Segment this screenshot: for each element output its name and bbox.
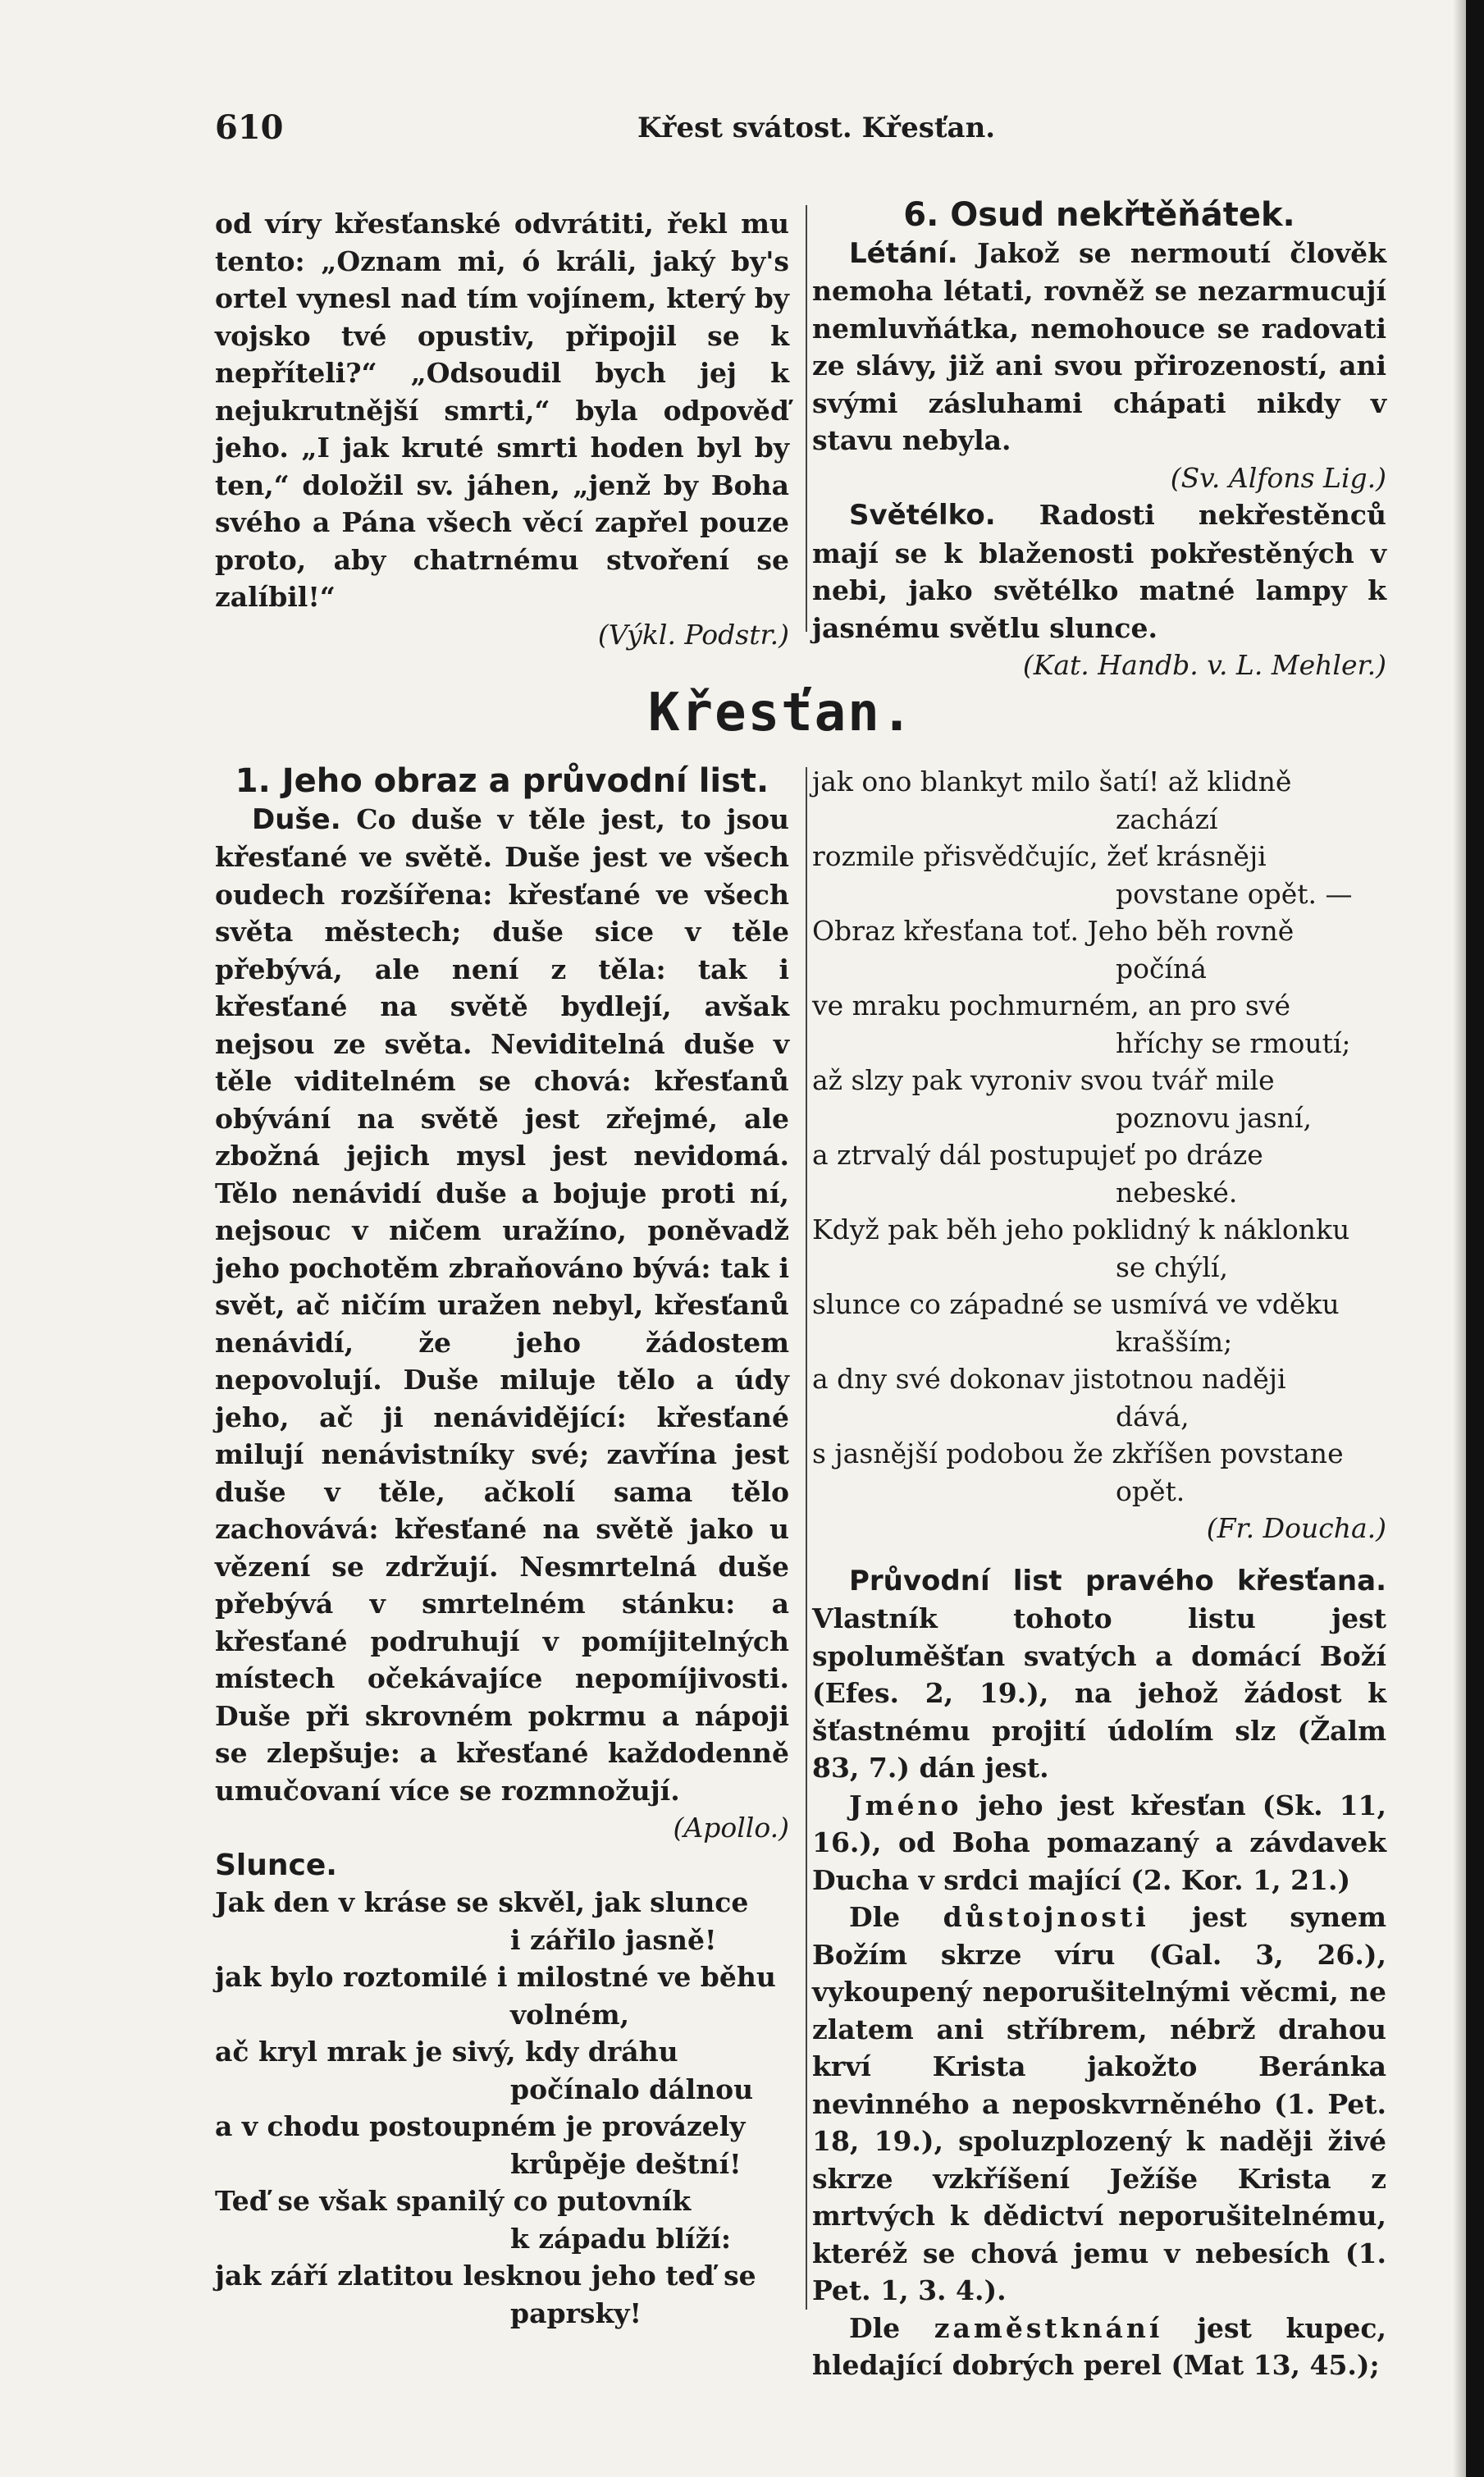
paragraph: Průvodní list pravého křesťana. Vlastník tohoto listu jest spoluměšťan svatých a domácí Boží (Efes. 2, 19.), na jehož žádost k šťastnému projití údolím slz (Žalm 83, 7.) dán jest.	[812, 1564, 1386, 1784]
section-title: 6. Osud nekřtěňátek.	[903, 196, 1295, 234]
poem-line: a dny své dokonav jistotnou naději	[812, 1363, 1286, 1395]
citation: (Výkl. Podstr.)	[597, 618, 789, 651]
poem	[812, 763, 1386, 1510]
citation: (Kat. Handb. v. L. Mehler.)	[1022, 649, 1386, 681]
lead-word: Létání.	[849, 236, 958, 270]
bottom-right-column	[812, 763, 1386, 2384]
poem-line-cont: dává,	[1116, 1400, 1189, 1433]
poem-line: Jak den v kráse se skvěl, jak slunce	[215, 1886, 749, 1918]
spaced-word: Jméno	[849, 1789, 962, 1821]
paragraph: Dle zaměstknání jest kupec, hledající dobrých perel (Mat 13, 45.);	[812, 2311, 1386, 2381]
subhead: Slunce.	[215, 1848, 337, 1882]
poem-line: jak září zlatitou lesknou jeho teď se	[215, 2260, 756, 2292]
scan-gutter-shadow	[1453, 0, 1466, 2477]
paragraph: Duše. Co duše v těle jest, to jsou křesťané ve světě. Duše jest ve všech oudech rozšířena: křesťané ve všech světa městech; duše sice v těle přebývá, ale není z těla: tak i křesťané na světě bydlejí, avšak nejsou ze světa. Neviditelná duše v těle viditelném se chová: křesťanů obývání na světě jest zřejmé, ale zbožná jejich mysl jest nevidomá. Tělo nenávidí duše a bojuje proti ní, nejsouc v ničem uražíno, poněvadž jeho pochotěm zbraňováno bývá: tak i svět, ač ničím uražen nebyl, křesťanů nenávidí, že jeho žádostem nepovolují. Duše miluje tělo a údy jeho, ač ji nenávidějící: křesťané milují nenávistníky své; zavřína jest duše v těle, ačkolí sama tělo zachovává: křesťané na světě jako u vězení se zdržují. Nesmrtelná duše přebývá v smrtelném stánku: a křesťané podruhují v pomíjitelných místech očekávajíce nepomíjivosti. Duše při skrovném pokrmu a nápoji se zlepšuje: a křesťané každodenně umučovaní více se rozmnožují.	[215, 802, 789, 1807]
poem-line: slunce co západné se usmívá ve vděku	[812, 1288, 1340, 1320]
poem-line-cont: povstane opět. —	[1116, 877, 1353, 910]
poem-line-cont: i zářilo jasně!	[510, 1923, 717, 1956]
top-left-column	[215, 205, 789, 653]
poem-line-cont: krašším;	[1116, 1325, 1233, 1358]
section-title: 1. Jeho obraz a průvodní list.	[235, 762, 769, 800]
column-rule-top	[806, 205, 807, 632]
poem-line-cont: poznovu jasní,	[1116, 1101, 1313, 1134]
poem-line-cont: nebeské.	[1116, 1176, 1238, 1209]
paragraph: Světélko. Radosti nekřestěnců mají se k blaženosti pokřestěných v nebi, jako světélko matné lampy k jasnému světlu slunce.	[812, 499, 1386, 644]
paragraph: Dle důstojnosti jest synem Božím skrze víru (Gal. 3, 26.), vykoupený neporušitelnými věcmi, ne zlatem ani stříbrem, nébrž drahou krví Krista jakožto Beránka nevinného a neposkvrněného (1. Pet. 18, 19.), spoluzplozený k naději živé skrze vzkříšení Ježíše Krista z mrtvých k dědictví neporušitelnému, kteréž se chová jemu v nebesích (1. Pet. 1, 3. 4.).	[812, 1901, 1386, 2306]
page-number: 610	[215, 108, 284, 147]
poem-line: Obraz křesťana toť. Jeho běh rovně	[812, 915, 1295, 947]
lead-word: Duše.	[252, 802, 341, 836]
poem-line: a ztrvalý dál postupujeť po dráze	[812, 1139, 1263, 1171]
poem	[215, 1884, 789, 2332]
chapter-title: Křesťan.	[648, 683, 915, 743]
poem-line: s jasnější podobou že zkříšen povstane	[812, 1437, 1344, 1469]
poem-line-cont: hříchy se rmoutí;	[1116, 1026, 1351, 1059]
poem-line: ve mraku pochmurném, an pro své	[812, 989, 1291, 1021]
running-head: Křest svátost. Křesťan.	[637, 112, 996, 144]
citation: (Sv. Alfons Lig.)	[1170, 461, 1386, 494]
lead-word: Průvodní list pravého křesťana.	[849, 1564, 1386, 1597]
poem-line: ač kryl mrak je sivý, kdy dráhu	[215, 2036, 678, 2068]
paragraph: Jméno jeho jest křesťan (Sk. 11, 16.), od Boha pomazaný a závdavek Ducha v srdci mající (2. Kor. 1, 21.)	[812, 1789, 1386, 1896]
poem-line-cont: počíná	[1116, 952, 1207, 985]
scan-edge	[1466, 0, 1484, 2477]
paragraph: Létání. Jakož se nermoutí člověk nemoha létati, rovněž se nezarmucují nemluvňátka, nemohouce se radovati ze slávy, již ani svou přirozeností, ani svými zásluhami chápati nikdy v stavu nebyla.	[812, 236, 1386, 456]
poem-line-cont: počínalo dálnou	[510, 2073, 754, 2105]
poem-line-cont: paprsky!	[510, 2296, 642, 2329]
spaced-word: důstojnosti	[943, 1901, 1149, 1933]
poem-line: až slzy pak vyroniv svou tvář mile	[812, 1064, 1275, 1096]
poem-line: a v chodu postoupném je provázely	[215, 2110, 746, 2142]
poem-line-cont: k západu blíží:	[510, 2222, 732, 2255]
poem-line: jak ono blankyt milo šatí! až klidně	[812, 765, 1292, 797]
poem-line: Teď se však spanilý co putovník	[215, 2185, 692, 2217]
poem-line: jak bylo roztomilé i milostné ve běhu	[215, 1961, 776, 1993]
poem-line-cont: zachází	[1116, 802, 1218, 835]
page-header	[215, 108, 1404, 158]
poem-line-cont: krůpěje deštní!	[510, 2147, 742, 2180]
citation: (Apollo.)	[673, 1812, 789, 1844]
paragraph: od víry křesťanské odvrátiti, řekl mu tento: „Oznam mi, ó králi, jaký by's ortel vynesl nad tím vojínem, který by vojsko tvé opustiv, připojil se k nepříteli?“ „Odsoudil bych jej k nejukrutnější smrti,“ byla odpověď jeho. „I jak kruté smrti hoden byl by ten,“ doložil sv. jáhen, „jenž by Boha svého a Pána všech věcí zapřel pouze proto, aby chatrnému stvoření se zalíbil!“	[215, 208, 789, 613]
lead-word: Světélko.	[849, 499, 996, 532]
poem-line-cont: se chýlí,	[1116, 1250, 1228, 1283]
poem-line-cont: volném,	[510, 1998, 630, 2031]
spaced-word: zaměstknání	[934, 2311, 1163, 2344]
citation: (Fr. Doucha.)	[1206, 1512, 1386, 1544]
poem-line: rozmile přisvědčujíc, žeť krásněji	[812, 840, 1267, 872]
column-rule-bottom	[806, 767, 807, 2310]
bottom-left-column	[215, 763, 789, 2332]
poem-line-cont: opět.	[1116, 1474, 1185, 1507]
poem-line: Když pak běh jeho poklidný k náklonku	[812, 1213, 1350, 1245]
top-right-column	[812, 197, 1386, 684]
